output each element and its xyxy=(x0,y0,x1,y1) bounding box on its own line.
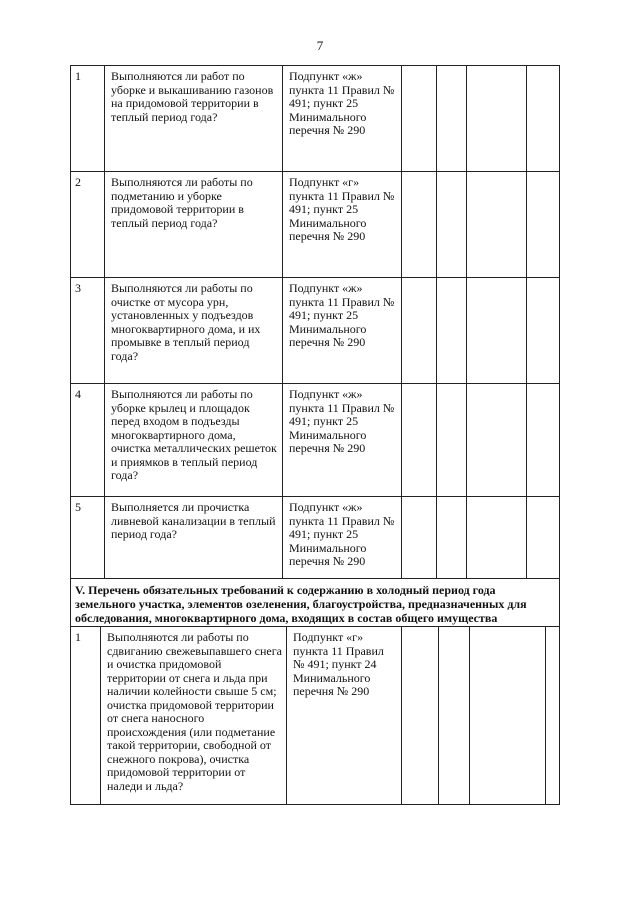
answer-cell-no xyxy=(437,66,467,171)
section-heading: V. Перечень обязательных требований к содержанию в холодный период года земельного участка, элементов озеленения, благоустройства, предназначенных для обследования, многоквартирного дома, входящих в состав общего имущества xyxy=(71,579,559,627)
answer-cell-no xyxy=(437,497,467,578)
reference-cell: Подпункт «ж» пункта 11 Правил № 491; пункт 25 Минимального перечня № 290 xyxy=(283,384,402,496)
row-number: 3 xyxy=(71,278,105,383)
answer-cell-na xyxy=(467,172,527,277)
reference-cell: Подпункт «ж» пункта 11 Правил № 491; пункт 25 Минимального перечня № 290 xyxy=(283,66,402,171)
answer-cell-yes xyxy=(402,627,439,804)
table-row xyxy=(71,384,559,497)
answer-cell-na xyxy=(467,384,527,496)
answer-cell-no xyxy=(439,627,470,804)
answer-cell-yes xyxy=(402,172,437,277)
answer-cell-note xyxy=(527,66,560,171)
answer-cell-no xyxy=(437,278,467,383)
question-cell: Выполняются ли работы по уборке крылец и площадок перед входом в подъезды многоквартирного дома, очистка металлических решеток и приямков в теплый период года? xyxy=(105,384,283,496)
row-number: 1 xyxy=(71,66,105,171)
answer-cell-note xyxy=(527,497,560,578)
answer-cell-yes xyxy=(402,278,437,383)
answer-cell-yes xyxy=(402,497,437,578)
question-cell: Выполняется ли прочистка ливневой канализации в теплый период года? xyxy=(105,497,283,578)
question-cell: Выполняются ли работы по очистке от мусора урн, установленных у подъездов многоквартирного дома, и их промывке в теплый период года? xyxy=(105,278,283,383)
row-number: 1 xyxy=(71,627,101,804)
answer-cell-note xyxy=(546,627,560,804)
question-cell: Выполняются ли работы по сдвиганию свежевыпавшего снега и очистка придомовой территории от снега и льда при наличии колейности свыше 5 см; очистка придомовой территории от снега наносного происхождения (или подметание такой территории, свободной от снежного покрова), очистка придомовой территории от наледи и льда? xyxy=(101,627,287,804)
answer-cell-na xyxy=(467,497,527,578)
answer-cell-no xyxy=(437,384,467,496)
answer-cell-note xyxy=(527,384,560,496)
row-number: 5 xyxy=(71,497,105,578)
answer-cell-note xyxy=(527,278,560,383)
question-cell: Выполняются ли работ по уборке и выкашиванию газонов на придомовой территории в теплый период года? xyxy=(105,66,283,171)
answer-cell-na xyxy=(467,66,527,171)
reference-cell: Подпункт «г» пункта 11 Правил № 491; пункт 25 Минимального перечня № 290 xyxy=(283,172,402,277)
table-row xyxy=(71,497,559,579)
answer-cell-na xyxy=(467,278,527,383)
question-cell: Выполняются ли работы по подметанию и уборке придомовой территории в теплый период года? xyxy=(105,172,283,277)
reference-cell: Подпункт «ж» пункта 11 Правил № 491; пункт 25 Минимального перечня № 290 xyxy=(283,497,402,578)
reference-cell: Подпункт «ж» пункта 11 Правил № 491; пункт 25 Минимального перечня № 290 xyxy=(283,278,402,383)
table-row xyxy=(71,172,559,278)
row-number: 2 xyxy=(71,172,105,277)
requirements-table xyxy=(70,65,560,805)
row-number: 4 xyxy=(71,384,105,496)
answer-cell-na xyxy=(470,627,546,804)
table-row xyxy=(71,278,559,384)
answer-cell-note xyxy=(527,172,560,277)
page-number: 7 xyxy=(316,38,324,53)
table-row xyxy=(71,66,559,172)
answer-cell-yes xyxy=(402,384,437,496)
table-row xyxy=(71,627,559,804)
reference-cell: Подпункт «г» пункта 11 Правил № 491; пункт 24 Минимального перечня № 290 xyxy=(287,627,402,804)
answer-cell-yes xyxy=(402,66,437,171)
answer-cell-no xyxy=(437,172,467,277)
